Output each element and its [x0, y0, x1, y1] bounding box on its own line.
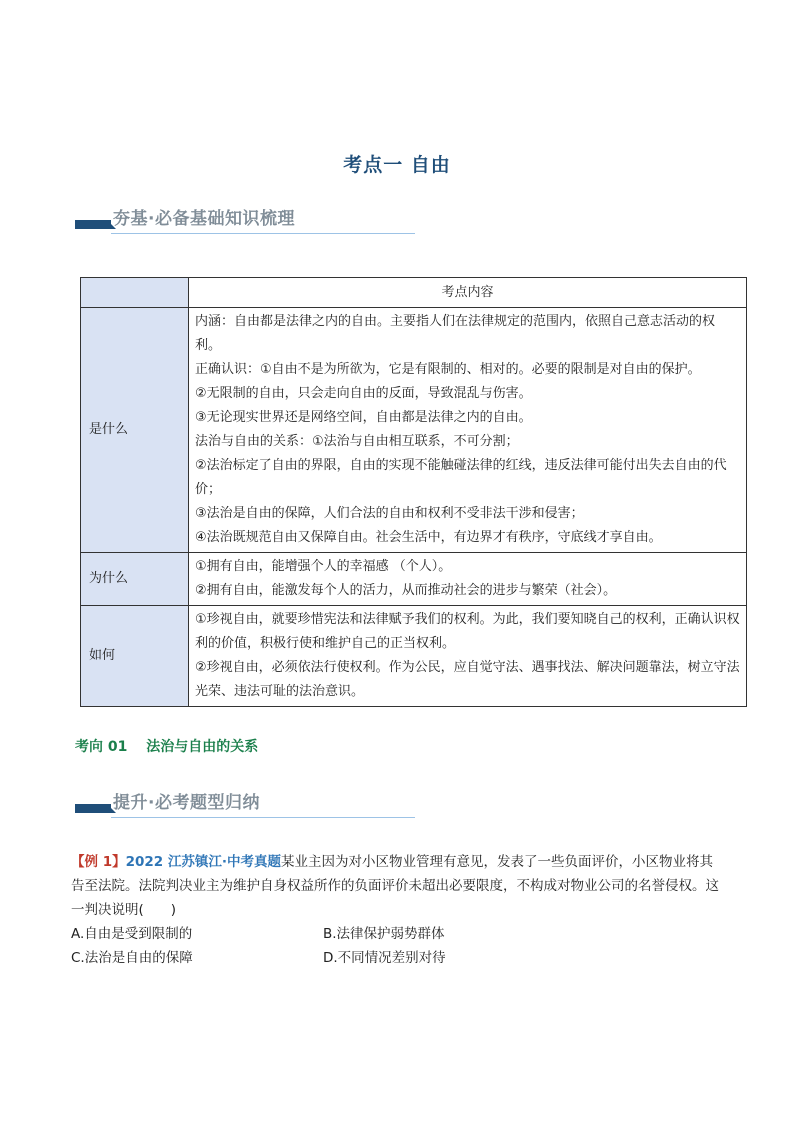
knowledge-table — [80, 277, 747, 707]
content-line: ②珍视自由，必须依法行使权利。作为公民，应自觉守法、遇事找法、解决问题靠法，树立守法光荣、违法可耻的法治意识。 — [195, 660, 740, 699]
example-question — [71, 850, 721, 922]
content-line: ①珍视自由，就要珍惜宪法和法律赋予我们的权利。为此，我们要知晓自己的权利，正确认识权利的价值，积极行使和维护自己的正当权利。 — [195, 612, 740, 651]
section-header-basics — [75, 206, 415, 234]
content-line: 内涵：自由都是法律之内的自由。主要指人们在法律规定的范围内，依照自己意志活动的权利。 — [195, 314, 716, 353]
row-content — [189, 606, 747, 707]
subsection-heading — [75, 736, 272, 756]
question-tag: 【例 1】 — [71, 854, 126, 870]
section-label: 夯基·必备基础知识梳理 — [113, 209, 295, 229]
content-line: ④法治既规范自由又保障自由。社会生活中，有边界才有秩序，守底线才享自由。 — [195, 530, 662, 545]
row-content — [189, 553, 747, 606]
table-row — [81, 553, 747, 606]
content-line: ③法治是自由的保障，人们合法的自由和权利不受非法干涉和侵害； — [195, 506, 584, 521]
answer-options — [71, 922, 721, 970]
content-line: ②无限制的自由，只会走向自由的反面，导致混乱与伤害。 — [195, 386, 532, 401]
table-row — [81, 308, 747, 553]
content-line: 正确认识：①自由不是为所欲为，它是有限制的、相对的。必要的限制是对自由的保护。 — [195, 362, 701, 377]
row-head: 为什么 — [81, 553, 189, 606]
option-d: D.不同情况差别对待 — [323, 950, 446, 966]
table-corner-cell — [81, 278, 189, 308]
question-stem: 某业主因为对小区物业管理有意见，发表了一些负面评价，小区物业将其告至法院。法院判决业主为维护自身权益所作的负面评价未超出必要限度，不构成对物业公司的名誉侵权。这一判决说明( ) — [71, 854, 719, 918]
table-header: 考点内容 — [189, 278, 747, 308]
option-c: C.法治是自由的保障 — [71, 950, 193, 966]
subsection-code: 考向 01 — [75, 739, 128, 755]
page-title: 考点一 自由 — [343, 154, 451, 176]
option-a: A.自由是受到限制的 — [71, 926, 193, 942]
section-header-exam — [75, 790, 415, 818]
subsection-title: 法治与自由的关系 — [146, 739, 259, 755]
row-content — [189, 308, 747, 553]
section-label: 提升·必考题型归纳 — [113, 793, 260, 813]
content-line: ②法治标定了自由的界限，自由的实现不能触碰法律的红线，违反法律可能付出失去自由的代价； — [195, 458, 727, 497]
row-head: 是什么 — [81, 308, 189, 553]
content-line: ①拥有自由，能增强个人的幸福感 （个人）。 — [195, 559, 452, 574]
content-line: ②拥有自由，能激发每个人的活力，从而推动社会的进步与繁荣（社会）。 — [195, 583, 617, 598]
option-b: B.法律保护弱势群体 — [323, 926, 445, 942]
table-row — [81, 606, 747, 707]
question-source: 2022 江苏镇江·中考真题 — [125, 854, 281, 870]
content-line: ③无论现实世界还是网络空间，自由都是法律之内的自由。 — [195, 410, 532, 425]
content-line: 法治与自由的关系：①法治与自由相互联系，不可分割； — [195, 434, 519, 449]
row-head: 如何 — [81, 606, 189, 707]
